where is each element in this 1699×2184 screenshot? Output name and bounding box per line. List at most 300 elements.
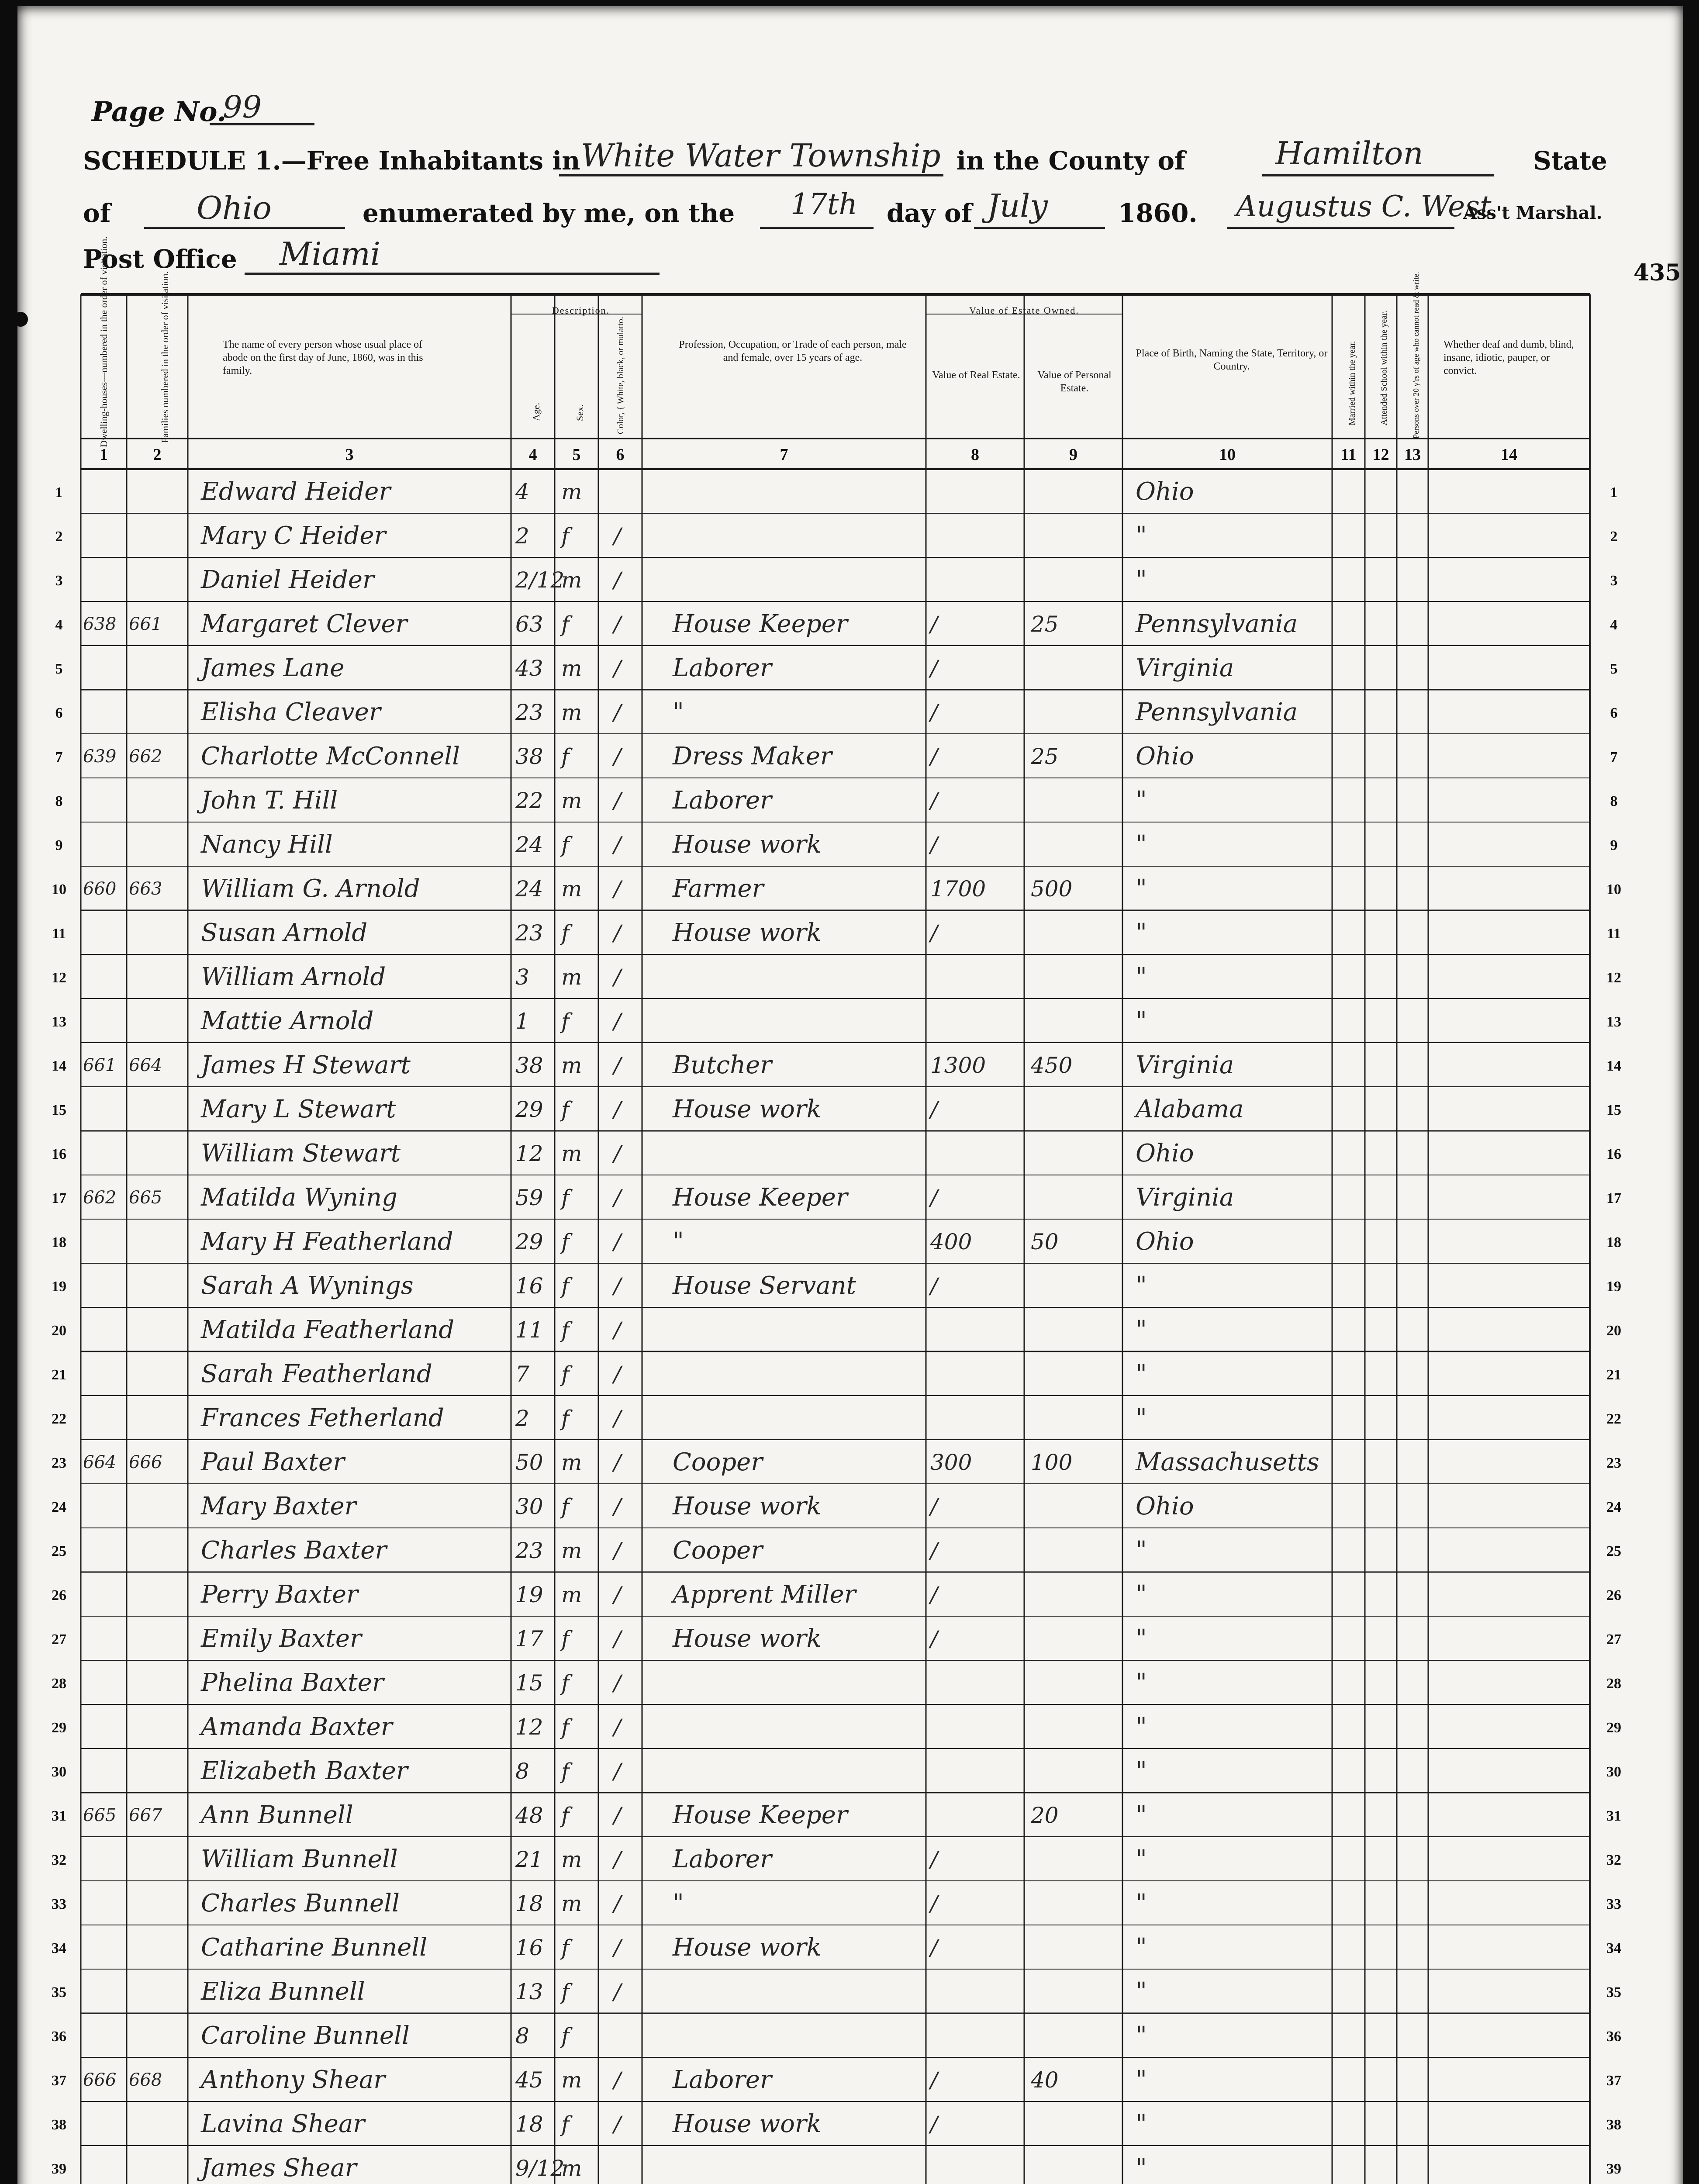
row-number-left: 28 xyxy=(52,1676,66,1692)
column-number: 13 xyxy=(1404,446,1421,464)
age: 8 xyxy=(515,1759,529,1784)
birthplace: " xyxy=(1136,2154,1147,2182)
col-married-header: Married within the year. xyxy=(1347,341,1357,425)
state: Ohio xyxy=(197,190,272,226)
sex: m xyxy=(561,1538,582,1563)
age: 38 xyxy=(515,744,543,769)
row-number-right: 26 xyxy=(1606,1587,1621,1603)
sex: m xyxy=(561,656,582,681)
column-number: 4 xyxy=(528,446,537,464)
color-mark: / xyxy=(614,1494,621,1519)
birthplace: " xyxy=(1136,522,1147,550)
real-estate-value: / xyxy=(930,920,938,946)
age: 38 xyxy=(515,1053,543,1078)
row-number-left: 24 xyxy=(52,1499,66,1515)
row-number-right: 24 xyxy=(1606,1499,1621,1515)
age: 12 xyxy=(515,1714,543,1740)
day: 17th xyxy=(791,187,858,221)
col-illiterate-header: Persons over 20 y'rs of age who cannot read & write. xyxy=(1412,272,1420,439)
birthplace: Virginia xyxy=(1136,1183,1234,1212)
family-number: 663 xyxy=(129,879,162,899)
color-mark: / xyxy=(614,788,621,813)
age: 23 xyxy=(515,920,543,946)
color-mark: / xyxy=(614,1803,621,1828)
real-estate-value: / xyxy=(930,1847,938,1872)
row-number-right: 37 xyxy=(1606,2073,1621,2089)
real-estate-value: / xyxy=(930,1273,938,1299)
birthplace: Massachusetts xyxy=(1136,1448,1319,1476)
birthplace: " xyxy=(1136,963,1147,991)
column-number: 14 xyxy=(1501,446,1517,464)
row-number-right: 35 xyxy=(1606,1984,1621,2001)
real-estate-value: / xyxy=(930,744,938,769)
column-number: 7 xyxy=(780,446,788,464)
color-mark: / xyxy=(614,1317,621,1343)
occupation: House work xyxy=(673,919,822,947)
person-name: Daniel Heider xyxy=(201,566,374,594)
row-number-right: 5 xyxy=(1610,661,1618,677)
county: Hamilton xyxy=(1275,135,1423,172)
sex: m xyxy=(561,1053,582,1078)
birthplace: Ohio xyxy=(1136,1227,1194,1256)
occupation: " xyxy=(673,698,684,726)
row-number-left: 22 xyxy=(52,1411,66,1427)
row-number-right: 27 xyxy=(1606,1631,1621,1648)
row-number-right: 39 xyxy=(1606,2161,1621,2177)
age: 50 xyxy=(515,1450,543,1475)
row-number-right: 36 xyxy=(1606,2028,1621,2045)
person-name: Phelina Baxter xyxy=(201,1669,384,1697)
col-school-header: Attended School within the year. xyxy=(1379,311,1389,425)
birthplace: " xyxy=(1136,2022,1147,2050)
occupation: House work xyxy=(673,2110,822,2138)
real-estate-value: / xyxy=(930,1626,938,1652)
real-estate-value: / xyxy=(930,1538,938,1563)
sex: f xyxy=(561,1273,570,1299)
age: 23 xyxy=(515,1538,543,1563)
birthplace: " xyxy=(1136,1536,1147,1565)
sex: m xyxy=(561,2156,582,2181)
row-number-left: 17 xyxy=(52,1190,66,1206)
row-number-left: 38 xyxy=(52,2117,66,2133)
age: 18 xyxy=(515,1891,543,1916)
sex: f xyxy=(561,744,570,769)
birthplace: " xyxy=(1136,1933,1147,1962)
col-name-header: The name of every person whose usual place of abode on the first day of June, 1860, was in this family. xyxy=(223,339,423,377)
sex: f xyxy=(561,523,570,549)
schedule-title: SCHEDULE 1.—Free Inhabitants in xyxy=(83,146,580,176)
month: July xyxy=(987,187,1048,224)
sex: m xyxy=(561,1450,582,1475)
sex: f xyxy=(561,832,570,857)
person-name: William Stewart xyxy=(201,1139,401,1168)
age: 16 xyxy=(515,1273,543,1299)
personal-estate-value: 25 xyxy=(1031,612,1059,637)
age: 4 xyxy=(515,479,529,505)
sex: m xyxy=(561,1891,582,1916)
row-number-left: 23 xyxy=(52,1455,66,1471)
row-number-right: 13 xyxy=(1606,1014,1621,1030)
row-number-right: 10 xyxy=(1606,881,1621,898)
dwelling-number: 664 xyxy=(83,1452,117,1472)
family-number: 667 xyxy=(129,1805,162,1825)
dwelling-number: 661 xyxy=(83,1055,117,1075)
real-estate-value: / xyxy=(930,656,938,681)
age: 29 xyxy=(515,1229,543,1254)
real-estate-value: / xyxy=(930,1185,938,1210)
age: 21 xyxy=(515,1847,543,1872)
column-number: 1 xyxy=(100,446,108,464)
sex: f xyxy=(561,1097,570,1122)
sex: f xyxy=(561,1759,570,1784)
col-family-header: Families numbered in the order of visitation. xyxy=(159,271,170,443)
birthplace: " xyxy=(1136,1360,1147,1388)
row-number-left: 36 xyxy=(52,2028,66,2045)
birthplace: " xyxy=(1136,2066,1147,2094)
column-number: 3 xyxy=(345,446,354,464)
personal-estate-value: 25 xyxy=(1031,744,1059,769)
row-number-left: 19 xyxy=(52,1279,66,1295)
row-number-left: 39 xyxy=(52,2161,66,2177)
occupation: " xyxy=(673,1227,684,1256)
sex: m xyxy=(561,479,582,505)
person-name: Sarah A Wynings xyxy=(201,1272,414,1300)
birthplace: Virginia xyxy=(1136,654,1234,682)
color-mark: / xyxy=(614,1847,621,1872)
occupation: House Servant xyxy=(673,1272,856,1300)
sex: f xyxy=(561,920,570,946)
person-name: William G. Arnold xyxy=(201,874,420,903)
birthplace: " xyxy=(1136,786,1147,815)
sex: m xyxy=(561,876,582,902)
birthplace: Ohio xyxy=(1136,742,1194,771)
birthplace: Ohio xyxy=(1136,477,1194,506)
of-label: of xyxy=(83,198,111,228)
row-number-right: 1 xyxy=(1610,484,1618,501)
color-mark: / xyxy=(614,1670,621,1696)
row-number-right: 12 xyxy=(1606,970,1621,986)
birthplace: " xyxy=(1136,1801,1147,1829)
birthplace: " xyxy=(1136,1977,1147,2006)
birthplace: " xyxy=(1136,1713,1147,1741)
person-name: James Lane xyxy=(201,654,345,682)
row-number-left: 14 xyxy=(52,1058,66,1074)
sex: f xyxy=(561,1626,570,1652)
person-name: William Bunnell xyxy=(201,1845,398,1873)
enumerated-label: enumerated by me, on the xyxy=(363,198,735,228)
family-number: 661 xyxy=(129,614,162,634)
person-name: Frances Fetherland xyxy=(201,1404,444,1432)
person-name: Amanda Baxter xyxy=(201,1713,393,1741)
row-number-right: 28 xyxy=(1606,1676,1621,1692)
birthplace: Ohio xyxy=(1136,1492,1194,1521)
sex: m xyxy=(561,1141,582,1166)
color-mark: / xyxy=(614,1450,621,1475)
row-number-right: 4 xyxy=(1610,617,1618,633)
row-number-left: 25 xyxy=(52,1543,66,1559)
dwelling-number: 660 xyxy=(83,879,117,899)
color-mark: / xyxy=(614,964,621,990)
real-estate-value: / xyxy=(930,612,938,637)
person-name: Caroline Bunnell xyxy=(201,2022,410,2050)
township: White Water Township xyxy=(581,137,941,174)
row-number-right: 32 xyxy=(1606,1852,1621,1868)
row-number-right: 8 xyxy=(1610,793,1618,809)
column-number: 9 xyxy=(1069,446,1077,464)
color-mark: / xyxy=(614,656,621,681)
occupation: Dress Maker xyxy=(673,742,832,771)
occupation: Laborer xyxy=(673,2066,772,2094)
real-estate-value: / xyxy=(930,1097,938,1122)
column-number: 6 xyxy=(616,446,625,464)
row-number-left: 32 xyxy=(52,1852,66,1868)
sex: m xyxy=(561,1847,582,1872)
age: 8 xyxy=(515,2023,529,2049)
personal-estate-value: 500 xyxy=(1031,876,1073,902)
age: 12 xyxy=(515,1141,543,1166)
sex: f xyxy=(561,612,570,637)
person-name: William Arnold xyxy=(201,963,386,991)
row-number-right: 29 xyxy=(1606,1720,1621,1736)
color-mark: / xyxy=(614,1185,621,1210)
description-header: Description. xyxy=(552,305,610,316)
person-name: James Shear xyxy=(201,2154,357,2182)
color-mark: / xyxy=(614,1009,621,1034)
sex: f xyxy=(561,1494,570,1519)
sex: f xyxy=(561,1362,570,1387)
age: 9/12 xyxy=(515,2156,565,2181)
col-occupation-header: Profession, Occupation, or Trade of each person, male and female, over 15 years of age. xyxy=(679,339,907,363)
occupation: House Keeper xyxy=(673,1801,848,1829)
row-number-left: 1 xyxy=(55,484,63,501)
real-estate-value: 300 xyxy=(930,1450,972,1475)
row-number-left: 26 xyxy=(52,1587,66,1603)
row-number-left: 2 xyxy=(55,529,63,545)
personal-estate-value: 20 xyxy=(1031,1803,1059,1828)
stamp-number: 435 xyxy=(1633,259,1681,286)
real-estate-value: 1700 xyxy=(930,876,986,902)
col-sex-header: Sex. xyxy=(574,404,585,421)
birthplace: " xyxy=(1136,1669,1147,1697)
row-number-left: 29 xyxy=(52,1720,66,1736)
row-number-right: 30 xyxy=(1606,1764,1621,1780)
page-label: Page No. xyxy=(92,96,227,128)
color-mark: / xyxy=(614,1406,621,1431)
person-name: James H Stewart xyxy=(201,1051,411,1079)
age: 24 xyxy=(515,832,543,857)
age: 24 xyxy=(515,876,543,902)
color-mark: / xyxy=(614,1097,621,1122)
color-mark: / xyxy=(614,1759,621,1784)
occupation: Apprent Miller xyxy=(673,1580,856,1609)
sex: m xyxy=(561,1582,582,1607)
row-number-left: 35 xyxy=(52,1984,66,2001)
color-mark: / xyxy=(614,2111,621,2137)
row-number-right: 25 xyxy=(1606,1543,1621,1559)
sex: f xyxy=(561,2111,570,2137)
column-number: 5 xyxy=(572,446,581,464)
marshal-name: Augustus C. West xyxy=(1236,190,1492,223)
row-number-left: 37 xyxy=(52,2073,66,2089)
birthplace: " xyxy=(1136,1272,1147,1300)
census-sheet xyxy=(17,6,1683,2184)
row-number-left: 4 xyxy=(55,617,63,633)
color-mark: / xyxy=(614,1582,621,1607)
occupation: House work xyxy=(673,830,822,859)
row-number-right: 21 xyxy=(1606,1367,1621,1383)
row-number-left: 21 xyxy=(52,1367,66,1383)
row-number-left: 8 xyxy=(55,793,63,809)
dwelling-number: 662 xyxy=(83,1188,117,1208)
color-mark: / xyxy=(614,1626,621,1652)
occupation: Cooper xyxy=(673,1536,763,1565)
sex: f xyxy=(561,1317,570,1343)
birthplace: " xyxy=(1136,874,1147,903)
county-label: in the County of xyxy=(957,146,1185,176)
age: 22 xyxy=(515,788,543,813)
person-name: Edward Heider xyxy=(201,477,391,506)
person-name: Sarah Featherland xyxy=(201,1360,432,1388)
row-number-right: 16 xyxy=(1606,1146,1621,1162)
row-number-right: 18 xyxy=(1606,1234,1621,1251)
color-mark: / xyxy=(614,876,621,902)
age: 1 xyxy=(515,1009,529,1034)
row-number-left: 27 xyxy=(52,1631,66,1648)
estate-header: Value of Estate Owned. xyxy=(969,305,1079,316)
person-name: Eliza Bunnell xyxy=(201,1977,365,2006)
person-name: Susan Arnold xyxy=(201,919,368,947)
person-name: Perry Baxter xyxy=(201,1580,358,1609)
row-number-left: 11 xyxy=(52,926,66,942)
col-real-estate-header: Value of Real Estate. xyxy=(932,370,1020,381)
row-number-left: 6 xyxy=(55,705,63,721)
birthplace: " xyxy=(1136,1624,1147,1653)
row-number-right: 9 xyxy=(1610,837,1618,854)
real-estate-value: / xyxy=(930,1935,938,1960)
row-number-right: 23 xyxy=(1606,1455,1621,1471)
birthplace: " xyxy=(1136,1845,1147,1873)
occupation: House work xyxy=(673,1492,822,1521)
row-number-left: 33 xyxy=(52,1896,66,1912)
sex: m xyxy=(561,964,582,990)
col-personal-estate-header: Value of Personal Estate. xyxy=(1037,370,1112,394)
real-estate-value: / xyxy=(930,2067,938,2093)
color-mark: / xyxy=(614,1141,621,1166)
birthplace: " xyxy=(1136,2110,1147,2138)
personal-estate-value: 50 xyxy=(1031,1229,1059,1254)
year: 1860. xyxy=(1118,198,1198,228)
col-age-header: Age. xyxy=(531,402,542,421)
col-disability-header: Whether deaf and dumb, blind, insane, idiotic, pauper, or convict. xyxy=(1443,339,1574,377)
age: 13 xyxy=(515,1979,543,2004)
age: 23 xyxy=(515,700,543,725)
sex: f xyxy=(561,2023,570,2049)
dwelling-number: 639 xyxy=(83,746,117,767)
birthplace: Ohio xyxy=(1136,1139,1194,1168)
age: 11 xyxy=(515,1317,543,1343)
age: 2 xyxy=(515,1406,529,1431)
age: 19 xyxy=(515,1582,543,1607)
row-number-left: 16 xyxy=(52,1146,66,1162)
color-mark: / xyxy=(614,2067,621,2093)
row-number-left: 3 xyxy=(55,573,63,589)
age: 2 xyxy=(515,523,529,549)
day-of-label: day of xyxy=(887,198,972,228)
real-estate-value: / xyxy=(930,700,938,725)
color-mark: / xyxy=(614,832,621,857)
birthplace: " xyxy=(1136,1007,1147,1035)
color-mark: / xyxy=(614,1935,621,1960)
occupation: Laborer xyxy=(673,786,772,815)
real-estate-value: / xyxy=(930,788,938,813)
age: 48 xyxy=(515,1803,543,1828)
color-mark: / xyxy=(614,567,621,593)
person-name: Margaret Clever xyxy=(201,610,407,638)
person-name: Mary C Heider xyxy=(201,522,386,550)
column-number: 2 xyxy=(153,446,162,464)
age: 15 xyxy=(515,1670,543,1696)
birthplace: " xyxy=(1136,1757,1147,1785)
real-estate-value: 400 xyxy=(930,1229,972,1254)
col-color-header: Color, { White, black, or mulatto. xyxy=(616,317,625,434)
person-name: Paul Baxter xyxy=(201,1448,345,1476)
occupation: House Keeper xyxy=(673,1183,848,1212)
age: 30 xyxy=(515,1494,543,1519)
sex: f xyxy=(561,1229,570,1254)
row-number-right: 22 xyxy=(1606,1411,1621,1427)
row-number-right: 7 xyxy=(1610,749,1618,765)
person-name: Charles Bunnell xyxy=(201,1889,400,1918)
color-mark: / xyxy=(614,920,621,946)
birthplace: " xyxy=(1136,1889,1147,1918)
color-mark: / xyxy=(614,1053,621,1078)
row-number-right: 15 xyxy=(1606,1102,1621,1118)
family-number: 662 xyxy=(129,746,162,767)
person-name: Nancy Hill xyxy=(201,830,333,859)
age: 29 xyxy=(515,1097,543,1122)
color-mark: / xyxy=(614,700,621,725)
person-name: Elisha Cleaver xyxy=(201,698,381,726)
column-number: 11 xyxy=(1340,446,1357,464)
row-number-right: 17 xyxy=(1606,1190,1621,1206)
real-estate-value: / xyxy=(930,1582,938,1607)
person-name: John T. Hill xyxy=(201,786,338,815)
person-name: Matilda Wyning xyxy=(201,1183,397,1212)
family-number: 668 xyxy=(129,2070,162,2090)
row-number-left: 30 xyxy=(52,1764,66,1780)
person-name: Mary Baxter xyxy=(201,1492,356,1521)
birthplace: Pennsylvania xyxy=(1136,698,1298,726)
row-number-left: 10 xyxy=(52,881,66,898)
family-number: 665 xyxy=(129,1188,162,1208)
row-number-right: 6 xyxy=(1610,705,1618,721)
row-number-right: 31 xyxy=(1606,1808,1621,1824)
column-number: 10 xyxy=(1219,446,1236,464)
birthplace: " xyxy=(1136,830,1147,859)
row-number-left: 20 xyxy=(52,1323,66,1339)
occupation: House work xyxy=(673,1095,822,1123)
sex: m xyxy=(561,700,582,725)
row-number-left: 15 xyxy=(52,1102,66,1118)
occupation: Butcher xyxy=(673,1051,772,1079)
dwelling-number: 665 xyxy=(83,1805,117,1825)
age: 17 xyxy=(515,1626,543,1652)
real-estate-value: / xyxy=(930,1494,938,1519)
age: 16 xyxy=(515,1935,543,1960)
birthplace: " xyxy=(1136,919,1147,947)
person-name: Catharine Bunnell xyxy=(201,1933,428,1962)
occupation: House work xyxy=(673,1624,822,1653)
